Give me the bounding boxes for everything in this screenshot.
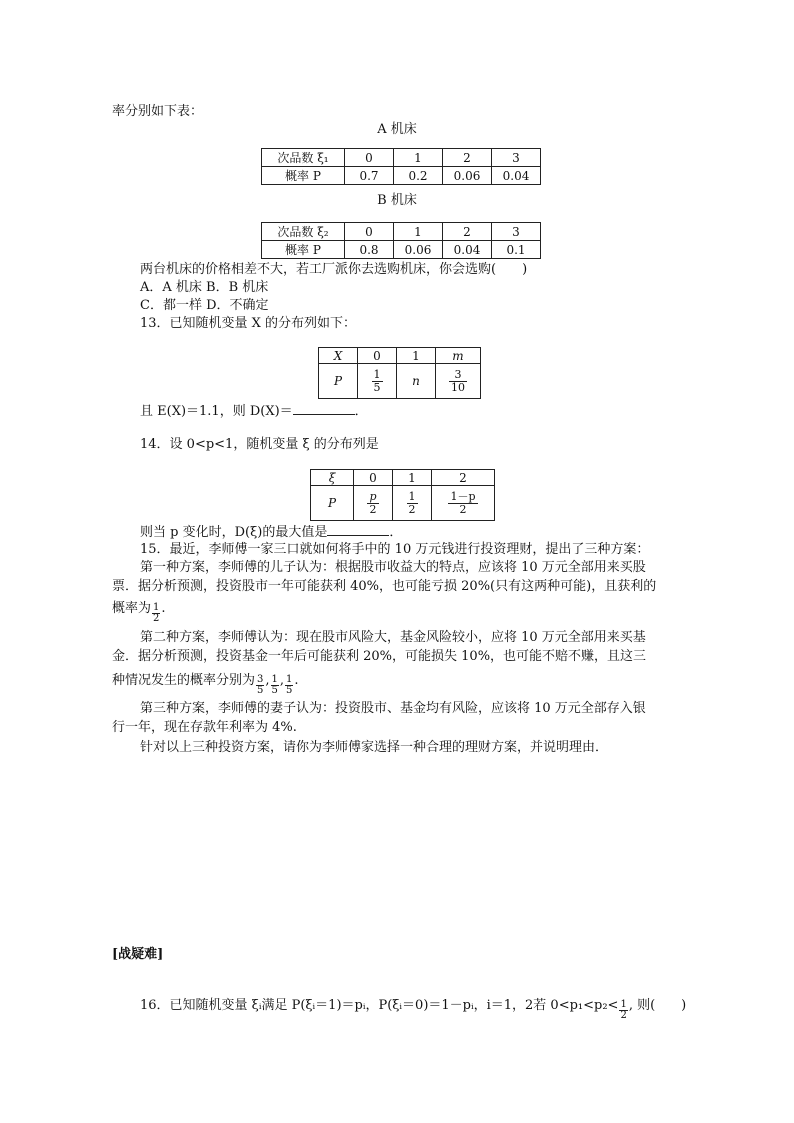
table-cell: 0: [358, 348, 397, 364]
table-cell: 0.04: [443, 241, 492, 259]
table-cell: 0.04: [492, 167, 541, 185]
table-cell: 0: [354, 470, 393, 486]
fraction: [152, 603, 160, 624]
q14-condition-text: 则当 p 变化时，D(ξ)的最大值是: [140, 525, 328, 540]
fraction-numerator: 3: [449, 369, 467, 382]
table-b: [261, 222, 541, 259]
table-cell: X: [319, 348, 358, 364]
fraction-numerator: 1: [286, 674, 293, 685]
table-cell: 0: [345, 149, 394, 167]
fraction-denominator: 2: [369, 502, 377, 516]
q15-line-7-text: 种情况发生的概率分别为: [112, 673, 256, 688]
q14-text: 14．设 0<p<1，随机变量 ξ 的分布列是: [140, 437, 379, 452]
fraction: [407, 491, 418, 516]
q14-condition-end: ．: [389, 525, 403, 540]
q15-line-7: 种情况发生的概率分别为 $\frac{3}{5}$ , $\frac{1}{5}$ , $\frac{1}{5}$ .: [112, 673, 299, 696]
q16-text: [140, 997, 686, 1021]
q15-line-4-text: 概率为: [112, 601, 152, 616]
table-cell: P: [311, 486, 354, 521]
fraction: [271, 675, 279, 696]
q15-line-10: 针对以上三种投资方案，请你为李师傅家选择一种合理的理财方案，并说明理由．: [140, 740, 609, 755]
q14-table: [310, 469, 495, 521]
q13-table: [318, 347, 481, 399]
q13-table-prob-row: [319, 364, 481, 399]
fraction-numerator: 1: [271, 674, 278, 685]
q15-line-4-end: .: [161, 601, 166, 616]
table-cell: 0: [345, 223, 394, 241]
q14-condition: [140, 523, 402, 542]
fraction: [256, 675, 264, 696]
q12-text: 两台机床的价格相差不大，若工厂派你去选购机床，你会选购( ): [140, 262, 528, 277]
table-cell: ξ: [311, 470, 354, 486]
table-b-row-1: [262, 223, 541, 241]
fraction-denominator: 5: [257, 685, 264, 696]
section-header: [战疑难]: [112, 947, 164, 962]
table-cell: n: [397, 364, 436, 399]
q15-line-2: 第一种方案，李师傅的儿子认为：根据股市收益大的特点，应该将 10 万元全部用来买股: [140, 560, 646, 575]
table-cell: 次品数 ξ₁: [262, 149, 345, 167]
table-cell: 3: [492, 149, 541, 167]
table-cell: 概率 P: [262, 241, 345, 259]
fraction: [372, 369, 383, 394]
fraction-denominator: 5: [373, 380, 381, 394]
table-cell: [358, 364, 397, 399]
answer-blank[interactable]: [327, 523, 389, 536]
table-cell: 0.2: [394, 167, 443, 185]
table-a-row-1: [262, 149, 541, 167]
table-cell: [393, 486, 432, 521]
fraction-numerator: p: [369, 489, 377, 503]
fraction-denominator: 5: [271, 685, 278, 696]
table-cell: 3: [492, 223, 541, 241]
fraction: [449, 369, 467, 394]
table-cell: 概率 P: [262, 167, 345, 185]
table-cell: 0.1: [492, 241, 541, 259]
fraction-numerator: 1: [153, 602, 160, 613]
q15-line-1: 15．最近，李师傅一家三口就如何将手中的 10 万元钱进行投资理财，提出了三种方案：: [140, 542, 650, 557]
table-cell: 2: [432, 470, 495, 486]
fraction-numerator: 1: [620, 999, 627, 1010]
table-cell: 次品数 ξ₂: [262, 223, 345, 241]
table-cell: 0.06: [443, 167, 492, 185]
table-a: [261, 148, 541, 185]
q13-condition: [140, 402, 368, 421]
table-cell: 2: [443, 149, 492, 167]
q14-table-header: [311, 470, 495, 486]
table-cell: [432, 486, 495, 521]
fraction: [619, 1000, 627, 1021]
intro-text: 率分别如下表：: [112, 104, 204, 119]
fraction-numerator: 3: [257, 674, 264, 685]
table-cell: 1: [394, 149, 443, 167]
q12-options-ab: A．A 机床 B．B 机床: [140, 280, 269, 295]
q12-options-cd: C．都一样 D．不确定: [140, 298, 269, 313]
table-cell: m: [436, 348, 481, 364]
fraction-denominator: 10: [451, 380, 465, 394]
q13-text: 13．已知随机变量 X 的分布列如下：: [140, 316, 357, 331]
table-cell: P: [319, 364, 358, 399]
q13-condition-text: 且 E(X)＝1.1，则 D(X)＝: [140, 404, 293, 419]
q14-table-prob-row: [311, 486, 495, 521]
q15-line-5: 第二种方案，李师傅认为：现在股市风险大，基金风险较小，应将 10 万元全部用来买基: [140, 630, 646, 645]
table-cell: 0.7: [345, 167, 394, 185]
fraction-denominator: 2: [620, 1010, 627, 1021]
fraction-numerator: 1－p: [450, 489, 476, 503]
fraction: [285, 675, 293, 696]
fraction-numerator: 1: [373, 367, 381, 381]
table-cell: 0.06: [394, 241, 443, 259]
q15-line-3: 票．据分析预测，投资股市一年可能获利 40%，也可能亏损 20%(只有这两种可能)，且获利的: [112, 579, 657, 594]
table-cell: 2: [443, 223, 492, 241]
fraction-denominator: 2: [408, 502, 416, 516]
fraction-denominator: 2: [459, 502, 467, 516]
table-cell: 1: [394, 223, 443, 241]
answer-blank[interactable]: [293, 402, 355, 415]
table-cell: 1: [397, 348, 436, 364]
q15-line-4: [112, 600, 166, 624]
table-cell: [354, 486, 393, 521]
fraction: [367, 491, 378, 516]
q15-line-9: 行一年，现在存款年利率为 4%.: [112, 720, 297, 735]
table-b-row-2: [262, 241, 541, 259]
fraction-numerator: 1: [408, 489, 416, 503]
q15-line-6: 金．据分析预测，投资基金一年后可能获利 20%，可能损失 10%，也可能不赔不赚，且这三: [112, 649, 647, 664]
q13-table-header: [319, 348, 481, 364]
table-b-caption: B 机床: [377, 193, 417, 208]
table-a-caption: A 机床: [377, 122, 417, 137]
q16-text-main: 16．已知随机变量 ξᵢ满足 P(ξᵢ＝1)＝pᵢ，P(ξᵢ＝0)＝1－pᵢ，i＝1，2若 0<p₁<p₂<: [140, 998, 619, 1013]
table-cell: 0.8: [345, 241, 394, 259]
q13-condition-end: ．: [354, 404, 368, 419]
fraction-denominator: 2: [153, 613, 160, 624]
table-cell: 1: [393, 470, 432, 486]
q15-line-7-end: .: [294, 673, 299, 688]
q15-line-8: 第三种方案，李师傅的妻子认为：投资股市、基金均有风险，应该将 10 万元全部存入银: [140, 701, 646, 716]
table-a-row-2: [262, 167, 541, 185]
q16-text-end: , 则( ): [628, 998, 687, 1013]
table-cell: [436, 364, 481, 399]
fraction-denominator: 5: [286, 685, 293, 696]
fraction: [448, 491, 477, 516]
